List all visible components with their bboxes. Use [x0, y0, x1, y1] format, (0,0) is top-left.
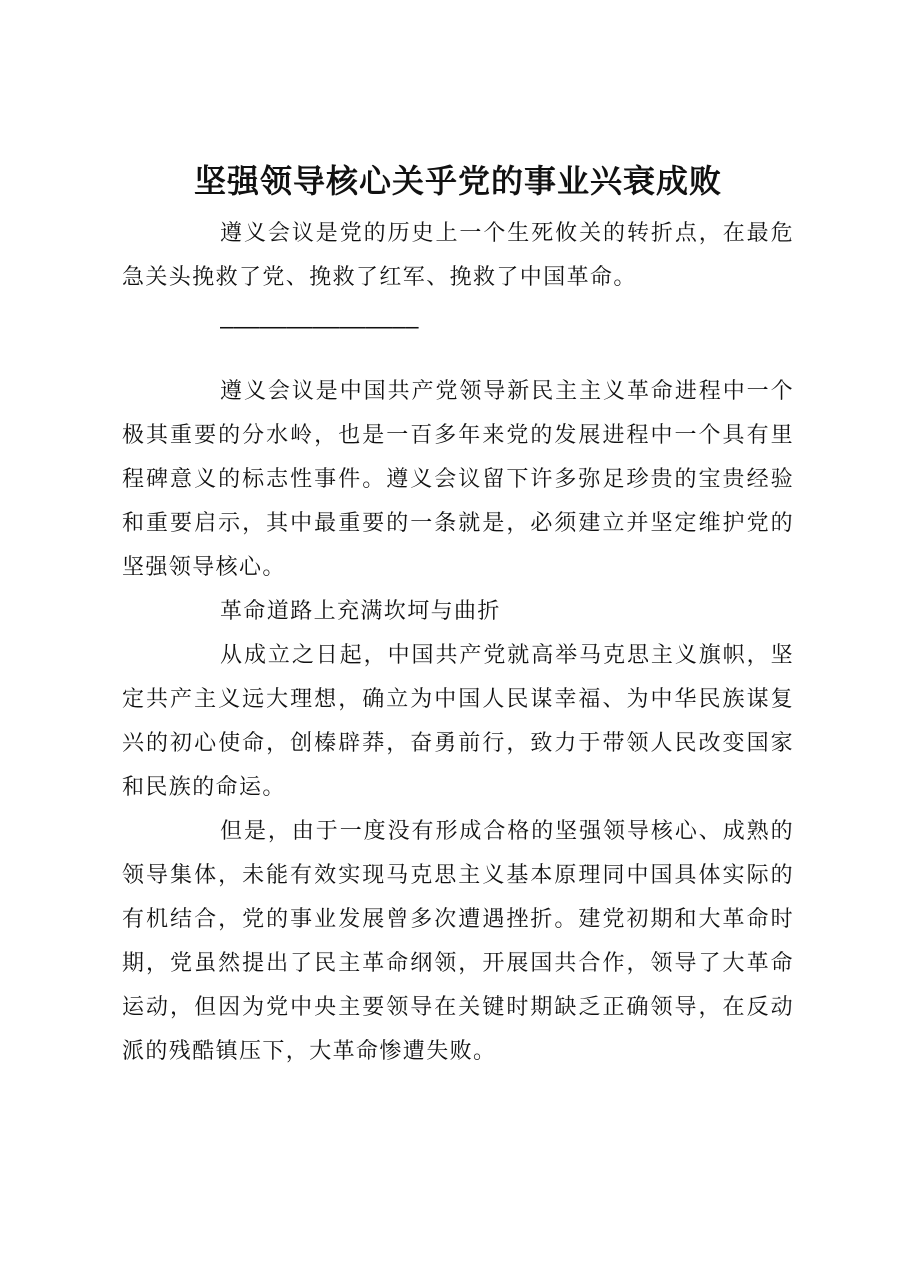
intro-paragraph: 遵义会议是党的历史上一个生死攸关的转折点，在最危急关头挽救了党、挽救了红军、挽救了中国革命。 [122, 221, 794, 290]
paragraph-1: 遵义会议是中国共产党领导新民主主义革命进程中一个极其重要的分水岭，也是一百多年来党的发展进程中一个具有里程碑意义的标志性事件。遵义会议留下许多弥足珍贵的宝贵经验和重要启示，其中最重要的一条就是，必须建立并坚定维护党的坚强领导核心。 [122, 379, 794, 580]
paragraph-2: 从成立之日起，中国共产党就高举马克思主义旗帜，坚定共产主义远大理想，确立为中国人民谋幸福、为中华民族谋复兴的初心使命，创榛辟莽，奋勇前行，致力于带领人民改变国家和民族的命运。 [122, 643, 794, 800]
section-heading: 革命道路上充满坎坷与曲折 [220, 599, 501, 624]
paragraph-3: 但是，由于一度没有形成合格的坚强领导核心、成熟的领导集体，未能有效实现马克思主义基本原理同中国具体实际的有机结合，党的事业发展曾多次遭遇挫折。建党初期和大革命时期，党虽然提出了民主革命纲领，开展国共合作，领导了大革命运动，但因为党中央主要领导在关键时期缺乏正确领导，在反动派的残酷镇压下，大革命惨遭失败。 [122, 819, 794, 1064]
document-title: 坚强领导核心关乎党的事业兴衰成败 [193, 162, 722, 200]
divider-line: ——————————————— [220, 315, 419, 340]
document-body [122, 150, 794, 1074]
